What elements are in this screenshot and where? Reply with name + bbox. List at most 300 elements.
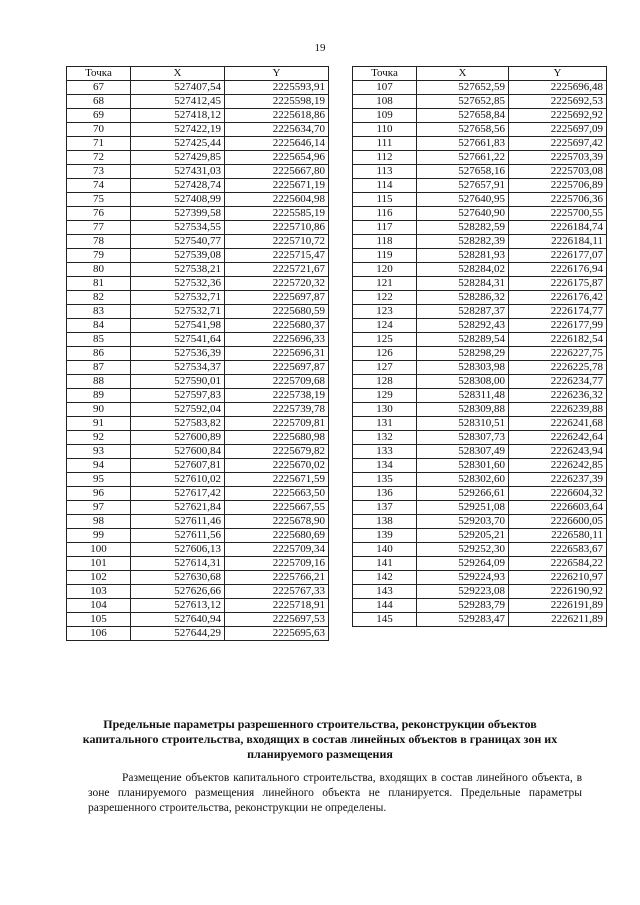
cell-x: 528303,98 bbox=[417, 361, 509, 375]
cell-point: 90 bbox=[67, 403, 131, 417]
table-row bbox=[353, 585, 607, 599]
cell-x: 527613,12 bbox=[131, 599, 225, 613]
cell-x: 527539,08 bbox=[131, 249, 225, 263]
cell-point: 135 bbox=[353, 473, 417, 487]
cell-point: 72 bbox=[67, 151, 131, 165]
cell-point: 87 bbox=[67, 361, 131, 375]
table-row bbox=[67, 585, 329, 599]
cell-point: 97 bbox=[67, 501, 131, 515]
table-row bbox=[353, 333, 607, 347]
cell-x: 528311,48 bbox=[417, 389, 509, 403]
cell-point: 122 bbox=[353, 291, 417, 305]
column-header-point: Точка bbox=[67, 67, 131, 81]
table-row bbox=[353, 515, 607, 529]
cell-y: 2225721,67 bbox=[225, 263, 329, 277]
table-row bbox=[353, 263, 607, 277]
table-row bbox=[67, 529, 329, 543]
cell-point: 138 bbox=[353, 515, 417, 529]
cell-point: 103 bbox=[67, 585, 131, 599]
cell-point: 139 bbox=[353, 529, 417, 543]
page-number: 19 bbox=[314, 42, 326, 54]
cell-x: 528282,39 bbox=[417, 235, 509, 249]
table-row bbox=[67, 235, 329, 249]
cell-y: 2225697,53 bbox=[225, 613, 329, 627]
cell-x: 527422,19 bbox=[131, 123, 225, 137]
cell-y: 2225709,16 bbox=[225, 557, 329, 571]
cell-y: 2225680,37 bbox=[225, 319, 329, 333]
table-row bbox=[353, 165, 607, 179]
cell-point: 92 bbox=[67, 431, 131, 445]
table-row bbox=[353, 249, 607, 263]
cell-x: 527541,64 bbox=[131, 333, 225, 347]
cell-x: 527652,59 bbox=[417, 81, 509, 95]
cell-point: 83 bbox=[67, 305, 131, 319]
cell-x: 527658,56 bbox=[417, 123, 509, 137]
cell-y: 2225697,09 bbox=[509, 123, 607, 137]
column-header-y: Y bbox=[225, 67, 329, 81]
table-header-row bbox=[67, 67, 329, 81]
cell-x: 527399,58 bbox=[131, 207, 225, 221]
cell-x: 529283,47 bbox=[417, 613, 509, 627]
table-row bbox=[67, 473, 329, 487]
cell-point: 99 bbox=[67, 529, 131, 543]
cell-y: 2225720,32 bbox=[225, 277, 329, 291]
cell-y: 2225739,78 bbox=[225, 403, 329, 417]
table-row bbox=[353, 417, 607, 431]
cell-x: 527657,91 bbox=[417, 179, 509, 193]
column-header-x: X bbox=[131, 67, 225, 81]
cell-y: 2225766,21 bbox=[225, 571, 329, 585]
cell-x: 528298,29 bbox=[417, 347, 509, 361]
cell-y: 2225697,87 bbox=[225, 291, 329, 305]
cell-x: 527538,21 bbox=[131, 263, 225, 277]
cell-y: 2225585,19 bbox=[225, 207, 329, 221]
cell-y: 2225604,98 bbox=[225, 193, 329, 207]
cell-point: 133 bbox=[353, 445, 417, 459]
cell-x: 527541,98 bbox=[131, 319, 225, 333]
cell-x: 527540,77 bbox=[131, 235, 225, 249]
cell-x: 527658,84 bbox=[417, 109, 509, 123]
table-row bbox=[353, 151, 607, 165]
cell-y: 2226210,97 bbox=[509, 571, 607, 585]
cell-x: 527640,94 bbox=[131, 613, 225, 627]
table-row bbox=[67, 81, 329, 95]
cell-y: 2225667,80 bbox=[225, 165, 329, 179]
table-row bbox=[67, 613, 329, 627]
cell-point: 115 bbox=[353, 193, 417, 207]
cell-point: 137 bbox=[353, 501, 417, 515]
cell-y: 2225706,89 bbox=[509, 179, 607, 193]
section-heading: Предельные параметры разрешенного строительства, реконструкции объектов капитального строительства, входящих в состав линейных объектов в границах зон их планируемого размещения bbox=[82, 717, 558, 761]
cell-y: 2225692,92 bbox=[509, 109, 607, 123]
cell-y: 2226239,88 bbox=[509, 403, 607, 417]
cell-x: 527640,90 bbox=[417, 207, 509, 221]
table-row bbox=[353, 445, 607, 459]
cell-point: 93 bbox=[67, 445, 131, 459]
table-row bbox=[67, 221, 329, 235]
table-row bbox=[353, 235, 607, 249]
table-row bbox=[353, 137, 607, 151]
cell-x: 527534,55 bbox=[131, 221, 225, 235]
cell-y: 2226211,89 bbox=[509, 613, 607, 627]
cell-point: 130 bbox=[353, 403, 417, 417]
cell-point: 144 bbox=[353, 599, 417, 613]
cell-x: 527607,81 bbox=[131, 459, 225, 473]
table-row bbox=[67, 459, 329, 473]
cell-y: 2226603,64 bbox=[509, 501, 607, 515]
cell-y: 2226176,42 bbox=[509, 291, 607, 305]
cell-point: 95 bbox=[67, 473, 131, 487]
cell-y: 2226227,75 bbox=[509, 347, 607, 361]
cell-x: 528282,59 bbox=[417, 221, 509, 235]
table-row bbox=[67, 207, 329, 221]
cell-point: 104 bbox=[67, 599, 131, 613]
cell-point: 70 bbox=[67, 123, 131, 137]
table-row bbox=[67, 543, 329, 557]
cell-y: 2225710,72 bbox=[225, 235, 329, 249]
cell-x: 528310,51 bbox=[417, 417, 509, 431]
cell-x: 527600,89 bbox=[131, 431, 225, 445]
table-row bbox=[67, 263, 329, 277]
cell-y: 2226174,77 bbox=[509, 305, 607, 319]
cell-x: 528281,93 bbox=[417, 249, 509, 263]
table-row bbox=[67, 305, 329, 319]
cell-x: 528302,60 bbox=[417, 473, 509, 487]
cell-y: 2226236,32 bbox=[509, 389, 607, 403]
cell-y: 2225710,86 bbox=[225, 221, 329, 235]
cell-y: 2225696,48 bbox=[509, 81, 607, 95]
table-row bbox=[353, 543, 607, 557]
table-row bbox=[67, 599, 329, 613]
cell-y: 2225715,47 bbox=[225, 249, 329, 263]
cell-x: 527640,95 bbox=[417, 193, 509, 207]
cell-point: 74 bbox=[67, 179, 131, 193]
cell-point: 132 bbox=[353, 431, 417, 445]
table-row bbox=[67, 333, 329, 347]
cell-point: 114 bbox=[353, 179, 417, 193]
cell-x: 529205,21 bbox=[417, 529, 509, 543]
table-row bbox=[353, 221, 607, 235]
cell-x: 529264,09 bbox=[417, 557, 509, 571]
cell-point: 67 bbox=[67, 81, 131, 95]
cell-point: 140 bbox=[353, 543, 417, 557]
cell-y: 2226584,22 bbox=[509, 557, 607, 571]
cell-point: 117 bbox=[353, 221, 417, 235]
cell-y: 2225709,34 bbox=[225, 543, 329, 557]
cell-y: 2225678,90 bbox=[225, 515, 329, 529]
cell-y: 2226234,77 bbox=[509, 375, 607, 389]
cell-point: 136 bbox=[353, 487, 417, 501]
cell-y: 2225663,50 bbox=[225, 487, 329, 501]
cell-point: 123 bbox=[353, 305, 417, 319]
cell-x: 528284,31 bbox=[417, 277, 509, 291]
cell-x: 527583,82 bbox=[131, 417, 225, 431]
table-row bbox=[67, 347, 329, 361]
cell-y: 2225696,33 bbox=[225, 333, 329, 347]
cell-point: 124 bbox=[353, 319, 417, 333]
cell-point: 82 bbox=[67, 291, 131, 305]
table-header-row bbox=[353, 67, 607, 81]
table-row bbox=[353, 459, 607, 473]
cell-y: 2226225,78 bbox=[509, 361, 607, 375]
cell-point: 68 bbox=[67, 95, 131, 109]
cell-point: 145 bbox=[353, 613, 417, 627]
cell-x: 529223,08 bbox=[417, 585, 509, 599]
cell-y: 2226242,64 bbox=[509, 431, 607, 445]
cell-y: 2225654,96 bbox=[225, 151, 329, 165]
cell-y: 2226177,99 bbox=[509, 319, 607, 333]
table-row bbox=[353, 123, 607, 137]
table-row bbox=[353, 361, 607, 375]
cell-point: 112 bbox=[353, 151, 417, 165]
cell-y: 2226176,94 bbox=[509, 263, 607, 277]
cell-y: 2225703,39 bbox=[509, 151, 607, 165]
cell-x: 528286,32 bbox=[417, 291, 509, 305]
cell-x: 529252,30 bbox=[417, 543, 509, 557]
cell-x: 527614,31 bbox=[131, 557, 225, 571]
cell-point: 105 bbox=[67, 613, 131, 627]
cell-point: 119 bbox=[353, 249, 417, 263]
table-row bbox=[353, 571, 607, 585]
cell-y: 2225703,08 bbox=[509, 165, 607, 179]
table-row bbox=[67, 431, 329, 445]
cell-y: 2226242,85 bbox=[509, 459, 607, 473]
cell-y: 2226175,87 bbox=[509, 277, 607, 291]
cell-point: 75 bbox=[67, 193, 131, 207]
table-row bbox=[67, 389, 329, 403]
cell-y: 2225696,31 bbox=[225, 347, 329, 361]
cell-x: 527644,29 bbox=[131, 627, 225, 641]
cell-y: 2225692,53 bbox=[509, 95, 607, 109]
cell-x: 527408,99 bbox=[131, 193, 225, 207]
cell-point: 76 bbox=[67, 207, 131, 221]
table-row bbox=[353, 319, 607, 333]
table-row bbox=[353, 403, 607, 417]
cell-x: 527661,22 bbox=[417, 151, 509, 165]
cell-y: 2225593,91 bbox=[225, 81, 329, 95]
cell-point: 116 bbox=[353, 207, 417, 221]
table-row bbox=[353, 375, 607, 389]
cell-x: 527600,84 bbox=[131, 445, 225, 459]
column-header-x: X bbox=[417, 67, 509, 81]
cell-x: 527661,83 bbox=[417, 137, 509, 151]
cell-point: 109 bbox=[353, 109, 417, 123]
table-row bbox=[67, 151, 329, 165]
cell-x: 527412,45 bbox=[131, 95, 225, 109]
table-row bbox=[67, 109, 329, 123]
cell-point: 134 bbox=[353, 459, 417, 473]
cell-point: 128 bbox=[353, 375, 417, 389]
cell-x: 527606,13 bbox=[131, 543, 225, 557]
cell-y: 2226583,67 bbox=[509, 543, 607, 557]
cell-point: 141 bbox=[353, 557, 417, 571]
cell-point: 78 bbox=[67, 235, 131, 249]
cell-point: 129 bbox=[353, 389, 417, 403]
cell-y: 2225709,81 bbox=[225, 417, 329, 431]
cell-point: 81 bbox=[67, 277, 131, 291]
cell-point: 84 bbox=[67, 319, 131, 333]
cell-y: 2225598,19 bbox=[225, 95, 329, 109]
cell-x: 528284,02 bbox=[417, 263, 509, 277]
cell-y: 2225706,36 bbox=[509, 193, 607, 207]
table-row bbox=[353, 347, 607, 361]
cell-point: 143 bbox=[353, 585, 417, 599]
section-paragraph: Размещение объектов капитального строительства, входящих в состав линейного объекта, в зоне планируемого размещения линейного объекта не планируется. Предельные параметры разрешенного строительства, реконструкции не определены. bbox=[88, 772, 582, 814]
cell-x: 527428,74 bbox=[131, 179, 225, 193]
cell-y: 2225700,55 bbox=[509, 207, 607, 221]
table-row bbox=[67, 319, 329, 333]
cell-point: 131 bbox=[353, 417, 417, 431]
coordinates-table-right bbox=[352, 66, 607, 627]
cell-x: 528307,73 bbox=[417, 431, 509, 445]
cell-x: 529266,61 bbox=[417, 487, 509, 501]
table-row bbox=[67, 571, 329, 585]
cell-point: 127 bbox=[353, 361, 417, 375]
cell-x: 528307,49 bbox=[417, 445, 509, 459]
cell-y: 2225671,59 bbox=[225, 473, 329, 487]
cell-y: 2226184,74 bbox=[509, 221, 607, 235]
cell-y: 2226600,05 bbox=[509, 515, 607, 529]
table-row bbox=[353, 109, 607, 123]
table-row bbox=[67, 179, 329, 193]
cell-point: 98 bbox=[67, 515, 131, 529]
cell-point: 96 bbox=[67, 487, 131, 501]
table-row bbox=[353, 81, 607, 95]
table-row bbox=[67, 445, 329, 459]
cell-x: 527534,37 bbox=[131, 361, 225, 375]
cell-point: 88 bbox=[67, 375, 131, 389]
cell-point: 121 bbox=[353, 277, 417, 291]
cell-point: 80 bbox=[67, 263, 131, 277]
cell-y: 2225680,69 bbox=[225, 529, 329, 543]
cell-x: 529251,08 bbox=[417, 501, 509, 515]
cell-x: 527407,54 bbox=[131, 81, 225, 95]
cell-point: 100 bbox=[67, 543, 131, 557]
cell-point: 125 bbox=[353, 333, 417, 347]
cell-x: 527617,42 bbox=[131, 487, 225, 501]
cell-x: 528309,88 bbox=[417, 403, 509, 417]
cell-point: 94 bbox=[67, 459, 131, 473]
cell-point: 71 bbox=[67, 137, 131, 151]
cell-point: 91 bbox=[67, 417, 131, 431]
cell-x: 527418,12 bbox=[131, 109, 225, 123]
cell-y: 2225718,91 bbox=[225, 599, 329, 613]
cell-x: 527536,39 bbox=[131, 347, 225, 361]
cell-x: 527626,66 bbox=[131, 585, 225, 599]
cell-y: 2226604,32 bbox=[509, 487, 607, 501]
cell-point: 102 bbox=[67, 571, 131, 585]
cell-y: 2225695,63 bbox=[225, 627, 329, 641]
cell-y: 2225679,82 bbox=[225, 445, 329, 459]
cell-y: 2226182,54 bbox=[509, 333, 607, 347]
table-row bbox=[67, 291, 329, 305]
cell-x: 527592,04 bbox=[131, 403, 225, 417]
table-row bbox=[353, 193, 607, 207]
table-row bbox=[67, 193, 329, 207]
cell-y: 2226243,94 bbox=[509, 445, 607, 459]
cell-x: 527532,71 bbox=[131, 291, 225, 305]
cell-y: 2225767,33 bbox=[225, 585, 329, 599]
table-row bbox=[67, 249, 329, 263]
table-row bbox=[67, 403, 329, 417]
table-row bbox=[67, 515, 329, 529]
table-row bbox=[67, 557, 329, 571]
table-row bbox=[67, 361, 329, 375]
table-row bbox=[67, 627, 329, 641]
cell-x: 527425,44 bbox=[131, 137, 225, 151]
table-row bbox=[67, 487, 329, 501]
table-row bbox=[353, 501, 607, 515]
column-header-point: Точка bbox=[353, 67, 417, 81]
table-row bbox=[353, 473, 607, 487]
cell-point: 142 bbox=[353, 571, 417, 585]
cell-y: 2225646,14 bbox=[225, 137, 329, 151]
table-row bbox=[353, 613, 607, 627]
cell-y: 2225680,98 bbox=[225, 431, 329, 445]
cell-y: 2226177,07 bbox=[509, 249, 607, 263]
cell-y: 2225680,59 bbox=[225, 305, 329, 319]
cell-x: 527658,16 bbox=[417, 165, 509, 179]
cell-point: 111 bbox=[353, 137, 417, 151]
column-header-y: Y bbox=[509, 67, 607, 81]
cell-y: 2225671,19 bbox=[225, 179, 329, 193]
cell-point: 113 bbox=[353, 165, 417, 179]
cell-point: 73 bbox=[67, 165, 131, 179]
cell-x: 527610,02 bbox=[131, 473, 225, 487]
cell-x: 527611,46 bbox=[131, 515, 225, 529]
table-row bbox=[67, 501, 329, 515]
cell-point: 79 bbox=[67, 249, 131, 263]
cell-y: 2226237,39 bbox=[509, 473, 607, 487]
cell-y: 2226184,11 bbox=[509, 235, 607, 249]
table-row bbox=[67, 165, 329, 179]
table-row bbox=[353, 207, 607, 221]
cell-y: 2226190,92 bbox=[509, 585, 607, 599]
table-row bbox=[353, 599, 607, 613]
cell-y: 2225670,02 bbox=[225, 459, 329, 473]
cell-point: 110 bbox=[353, 123, 417, 137]
cell-x: 527630,68 bbox=[131, 571, 225, 585]
cell-x: 529203,70 bbox=[417, 515, 509, 529]
table-row bbox=[353, 305, 607, 319]
cell-point: 126 bbox=[353, 347, 417, 361]
table-row bbox=[67, 375, 329, 389]
cell-y: 2226241,68 bbox=[509, 417, 607, 431]
table-row bbox=[353, 487, 607, 501]
cell-x: 527611,56 bbox=[131, 529, 225, 543]
cell-x: 527429,85 bbox=[131, 151, 225, 165]
cell-x: 529283,79 bbox=[417, 599, 509, 613]
table-row bbox=[353, 557, 607, 571]
cell-y: 2225697,87 bbox=[225, 361, 329, 375]
cell-x: 527532,36 bbox=[131, 277, 225, 291]
cell-point: 118 bbox=[353, 235, 417, 249]
cell-point: 108 bbox=[353, 95, 417, 109]
cell-x: 527652,85 bbox=[417, 95, 509, 109]
table-row bbox=[67, 95, 329, 109]
cell-y: 2226191,89 bbox=[509, 599, 607, 613]
cell-x: 528289,54 bbox=[417, 333, 509, 347]
cell-y: 2225618,86 bbox=[225, 109, 329, 123]
table-row bbox=[353, 389, 607, 403]
cell-x: 528287,37 bbox=[417, 305, 509, 319]
cell-point: 86 bbox=[67, 347, 131, 361]
cell-x: 527621,84 bbox=[131, 501, 225, 515]
table-row bbox=[353, 431, 607, 445]
cell-point: 85 bbox=[67, 333, 131, 347]
table-row bbox=[67, 277, 329, 291]
cell-y: 2225667,55 bbox=[225, 501, 329, 515]
